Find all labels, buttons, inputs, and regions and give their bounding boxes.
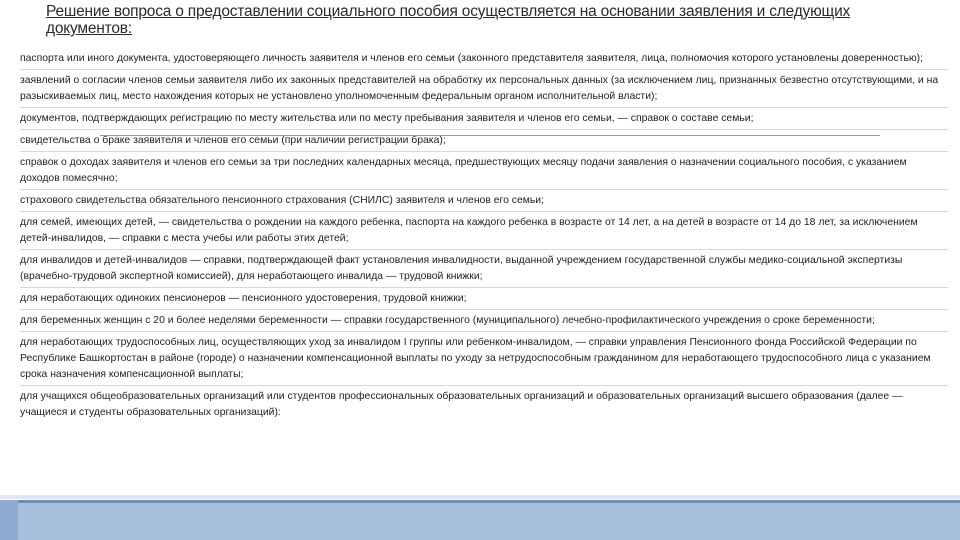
list-item: страхового свидетельства обязательного пенсионного страхования (СНИЛС) заявителя и членов его семьи; [20, 192, 948, 212]
list-item: для неработающих трудоспособных лиц, осуществляющих уход за инвалидом I группы или ребенком-инвалидом, — справки управления Пенсионного фонда Российской Федерации по Республике Башкортостан в районе (городе) о назначении компенсационной выплаты по уходу за нетрудоспособным гражданином для неработающего трудоспособного лица с указанием срока назначения компенсационной выплаты; [20, 334, 948, 386]
list-item: заявлений о согласии членов семьи заявителя либо их законных представителей на обработку их персональных данных (за исключением лиц, признанных безвестно отсутствующими, и на разыскиваемых лиц, место нахождения которых не установлено уполномоченным федеральным органом исполнительной власти); [20, 72, 948, 108]
list-item: справок о доходах заявителя и членов его семьи за три последних календарных месяца, предшествующих месяцу подачи заявления о назначении социального пособия, с указанием доходов помесячно; [20, 154, 948, 190]
document-list [20, 50, 948, 425]
list-item: паспорта или иного документа, удостоверяющего личность заявителя и членов его семьи (законного представителя заявителя, лица, полномочия которого установлены доверенностью); [20, 50, 948, 70]
list-item: для семей, имеющих детей, — свидетельства о рождении на каждого ребенка, паспорта на каждого ребенка в возрасте от 14 лет, а на детей в возрасте от 14 до 18 лет, за исключением детей-инвалидов, — справки с места учебы или работы этих детей; [20, 214, 948, 250]
list-item: для неработающих одиноких пенсионеров — пенсионного удостоверения, трудовой книжки; [20, 290, 948, 310]
slide-title: Решение вопроса о предоставлении социального пособия осуществляется на основании заявления и следующих документов: [46, 3, 851, 37]
list-item: для инвалидов и детей-инвалидов — справки, подтверждающей факт установления инвалидности, выданной учреждением государственной службы медико-социальной экспертизы (врачебно-трудовой экспертной комиссией), для неработающего инвалида — трудовой книжки; [20, 252, 948, 288]
footer-stripe [0, 495, 960, 499]
list-item: документов, подтверждающих регистрацию по месту жительства или по месту пребывания заявителя и членов его семьи, — справок о составе семьи; [20, 110, 948, 130]
list-item: для беременных женщин с 20 и более неделями беременности — справки государственного (муниципального) лечебно-профилактического учреждения о сроке беременности; [20, 312, 948, 332]
footer-corner-block [0, 500, 18, 540]
list-item: свидетельства о браке заявителя и членов его семьи (при наличии регистрации брака); [20, 132, 948, 152]
list-item: для учащихся общеобразовательных организаций или студентов профессиональных образовательных организаций и образовательных организаций высшего образования (далее — учащиеся и студенты образовательных организаций): [20, 391, 903, 418]
divider-line [100, 135, 880, 136]
footer-band [0, 500, 960, 540]
